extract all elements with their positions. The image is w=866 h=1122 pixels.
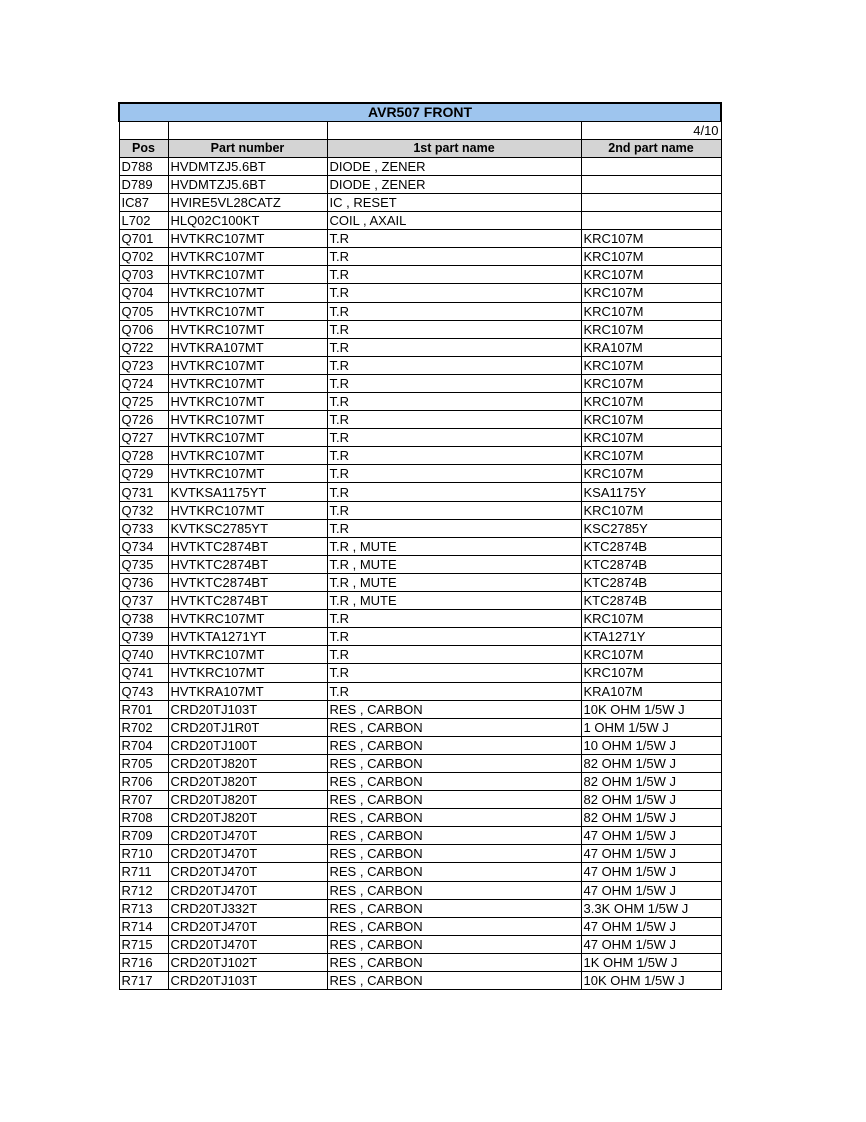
cell-1st-part-name: RES , CARBON: [327, 772, 581, 790]
cell-1st-part-name: RES , CARBON: [327, 935, 581, 953]
cell-part-number: HVTKTA1271YT: [168, 628, 327, 646]
cell-2nd-part-name: KRA107M: [581, 338, 721, 356]
cell-1st-part-name: RES , CARBON: [327, 700, 581, 718]
cell-part-number: HVTKRC107MT: [168, 266, 327, 284]
document-title: AVR507 FRONT: [119, 103, 721, 121]
cell-2nd-part-name: KRC107M: [581, 320, 721, 338]
cell-pos: Q732: [119, 501, 168, 519]
table-row: [119, 175, 721, 193]
table-row: [119, 700, 721, 718]
cell-2nd-part-name: KRC107M: [581, 646, 721, 664]
cell-part-number: HVTKRA107MT: [168, 338, 327, 356]
cell-2nd-part-name: KTC2874B: [581, 592, 721, 610]
cell-pos: Q736: [119, 573, 168, 591]
cell-pos: L702: [119, 212, 168, 230]
cell-part-number: HVTKTC2874BT: [168, 555, 327, 573]
column-header-part-number: Part number: [168, 139, 327, 157]
cell-pos: Q725: [119, 393, 168, 411]
cell-pos: R708: [119, 809, 168, 827]
cell-1st-part-name: RES , CARBON: [327, 899, 581, 917]
cell-2nd-part-name: KRC107M: [581, 393, 721, 411]
cell-pos: R710: [119, 845, 168, 863]
cell-pos: Q738: [119, 610, 168, 628]
column-header-pos: Pos: [119, 139, 168, 157]
column-header-row: [119, 139, 721, 157]
table-row: [119, 356, 721, 374]
cell-1st-part-name: T.R , MUTE: [327, 537, 581, 555]
cell-1st-part-name: T.R: [327, 338, 581, 356]
cell-2nd-part-name: KTC2874B: [581, 573, 721, 591]
table-row: [119, 429, 721, 447]
cell-part-number: HVTKRA107MT: [168, 682, 327, 700]
cell-1st-part-name: RES , CARBON: [327, 809, 581, 827]
cell-2nd-part-name: 47 OHM 1/5W J: [581, 935, 721, 953]
cell-2nd-part-name: KRC107M: [581, 465, 721, 483]
cell-pos: R701: [119, 700, 168, 718]
cell-1st-part-name: T.R: [327, 501, 581, 519]
cell-part-number: CRD20TJ100T: [168, 736, 327, 754]
cell-part-number: CRD20TJ103T: [168, 700, 327, 718]
cell-2nd-part-name: KRC107M: [581, 356, 721, 374]
cell-1st-part-name: RES , CARBON: [327, 953, 581, 971]
cell-1st-part-name: T.R: [327, 356, 581, 374]
cell-1st-part-name: T.R , MUTE: [327, 573, 581, 591]
cell-1st-part-name: T.R: [327, 374, 581, 392]
cell-2nd-part-name: KRC107M: [581, 248, 721, 266]
cell-pos: Q741: [119, 664, 168, 682]
cell-2nd-part-name: KRC107M: [581, 447, 721, 465]
blank-cell: [327, 121, 581, 139]
table-row: [119, 230, 721, 248]
cell-part-number: KVTKSA1175YT: [168, 483, 327, 501]
cell-pos: R704: [119, 736, 168, 754]
cell-1st-part-name: T.R: [327, 682, 581, 700]
cell-2nd-part-name: 47 OHM 1/5W J: [581, 845, 721, 863]
cell-1st-part-name: T.R: [327, 230, 581, 248]
cell-2nd-part-name: 3.3K OHM 1/5W J: [581, 899, 721, 917]
cell-pos: Q728: [119, 447, 168, 465]
title-row: [119, 103, 721, 121]
cell-1st-part-name: DIODE , ZENER: [327, 175, 581, 193]
cell-2nd-part-name: 1 OHM 1/5W J: [581, 718, 721, 736]
cell-2nd-part-name: KTA1271Y: [581, 628, 721, 646]
table-row: [119, 393, 721, 411]
cell-1st-part-name: T.R: [327, 483, 581, 501]
cell-1st-part-name: RES , CARBON: [327, 754, 581, 772]
cell-part-number: CRD20TJ820T: [168, 772, 327, 790]
cell-part-number: HVTKRC107MT: [168, 465, 327, 483]
cell-1st-part-name: T.R: [327, 465, 581, 483]
cell-2nd-part-name: KSA1175Y: [581, 483, 721, 501]
table-row: [119, 610, 721, 628]
cell-1st-part-name: RES , CARBON: [327, 845, 581, 863]
cell-2nd-part-name: KRC107M: [581, 610, 721, 628]
cell-2nd-part-name: 47 OHM 1/5W J: [581, 827, 721, 845]
table-row: [119, 537, 721, 555]
table-row: [119, 917, 721, 935]
table-row: [119, 953, 721, 971]
cell-part-number: CRD20TJ820T: [168, 791, 327, 809]
cell-2nd-part-name: 82 OHM 1/5W J: [581, 791, 721, 809]
table-row: [119, 827, 721, 845]
cell-part-number: CRD20TJ470T: [168, 917, 327, 935]
cell-pos: Q743: [119, 682, 168, 700]
cell-1st-part-name: T.R , MUTE: [327, 555, 581, 573]
page-number: 4/10: [581, 121, 721, 139]
cell-2nd-part-name: 47 OHM 1/5W J: [581, 881, 721, 899]
cell-pos: Q722: [119, 338, 168, 356]
cell-1st-part-name: IC , RESET: [327, 193, 581, 211]
table-row: [119, 248, 721, 266]
cell-2nd-part-name: KRC107M: [581, 374, 721, 392]
table-row: [119, 899, 721, 917]
cell-part-number: HVTKRC107MT: [168, 284, 327, 302]
cell-pos: Q703: [119, 266, 168, 284]
cell-pos: Q731: [119, 483, 168, 501]
cell-2nd-part-name: 1K OHM 1/5W J: [581, 953, 721, 971]
cell-pos: Q734: [119, 537, 168, 555]
cell-part-number: CRD20TJ470T: [168, 935, 327, 953]
cell-1st-part-name: RES , CARBON: [327, 917, 581, 935]
table-row: [119, 573, 721, 591]
cell-pos: D789: [119, 175, 168, 193]
table-row: [119, 809, 721, 827]
column-header-2nd-part-name: 2nd part name: [581, 139, 721, 157]
cell-pos: Q702: [119, 248, 168, 266]
cell-pos: Q705: [119, 302, 168, 320]
cell-2nd-part-name: [581, 175, 721, 193]
cell-part-number: CRD20TJ103T: [168, 972, 327, 990]
cell-part-number: HVTKRC107MT: [168, 501, 327, 519]
cell-1st-part-name: T.R , MUTE: [327, 592, 581, 610]
cell-1st-part-name: RES , CARBON: [327, 718, 581, 736]
cell-1st-part-name: T.R: [327, 411, 581, 429]
cell-pos: Q726: [119, 411, 168, 429]
table-row: [119, 791, 721, 809]
cell-part-number: HVTKRC107MT: [168, 230, 327, 248]
table-row: [119, 555, 721, 573]
cell-part-number: HVTKRC107MT: [168, 356, 327, 374]
cell-2nd-part-name: KRC107M: [581, 429, 721, 447]
column-header-1st-part-name: 1st part name: [327, 139, 581, 157]
cell-part-number: HVTKRC107MT: [168, 302, 327, 320]
table-row: [119, 284, 721, 302]
cell-2nd-part-name: KRC107M: [581, 266, 721, 284]
table-row: [119, 501, 721, 519]
cell-1st-part-name: T.R: [327, 248, 581, 266]
cell-part-number: CRD20TJ470T: [168, 845, 327, 863]
cell-part-number: CRD20TJ1R0T: [168, 718, 327, 736]
cell-2nd-part-name: 10K OHM 1/5W J: [581, 972, 721, 990]
cell-part-number: CRD20TJ470T: [168, 881, 327, 899]
cell-2nd-part-name: KRA107M: [581, 682, 721, 700]
cell-2nd-part-name: [581, 212, 721, 230]
table-row: [119, 682, 721, 700]
cell-part-number: HVDMTZJ5.6BT: [168, 157, 327, 175]
table-row: [119, 157, 721, 175]
cell-2nd-part-name: 82 OHM 1/5W J: [581, 754, 721, 772]
cell-1st-part-name: T.R: [327, 646, 581, 664]
cell-part-number: HVTKRC107MT: [168, 646, 327, 664]
cell-pos: R716: [119, 953, 168, 971]
blank-cell: [119, 121, 168, 139]
table-row: [119, 754, 721, 772]
table-row: [119, 193, 721, 211]
table-row: [119, 465, 721, 483]
cell-pos: R702: [119, 718, 168, 736]
cell-2nd-part-name: KRC107M: [581, 284, 721, 302]
cell-pos: Q733: [119, 519, 168, 537]
table-row: [119, 519, 721, 537]
cell-pos: Q704: [119, 284, 168, 302]
cell-1st-part-name: T.R: [327, 284, 581, 302]
cell-1st-part-name: COIL , AXAIL: [327, 212, 581, 230]
cell-part-number: HVTKRC107MT: [168, 374, 327, 392]
cell-1st-part-name: T.R: [327, 429, 581, 447]
cell-part-number: HVTKTC2874BT: [168, 537, 327, 555]
cell-1st-part-name: RES , CARBON: [327, 791, 581, 809]
cell-part-number: CRD20TJ470T: [168, 863, 327, 881]
cell-2nd-part-name: KSC2785Y: [581, 519, 721, 537]
cell-1st-part-name: T.R: [327, 302, 581, 320]
cell-2nd-part-name: 47 OHM 1/5W J: [581, 863, 721, 881]
cell-part-number: HVTKRC107MT: [168, 248, 327, 266]
cell-pos: Q737: [119, 592, 168, 610]
cell-part-number: HVTKTC2874BT: [168, 592, 327, 610]
cell-part-number: HVTKTC2874BT: [168, 573, 327, 591]
cell-pos: R705: [119, 754, 168, 772]
cell-part-number: HVDMTZJ5.6BT: [168, 175, 327, 193]
cell-pos: R717: [119, 972, 168, 990]
cell-1st-part-name: T.R: [327, 447, 581, 465]
cell-pos: Q724: [119, 374, 168, 392]
table-row: [119, 266, 721, 284]
cell-1st-part-name: T.R: [327, 610, 581, 628]
cell-part-number: CRD20TJ102T: [168, 953, 327, 971]
cell-part-number: HVTKRC107MT: [168, 393, 327, 411]
table-row: [119, 935, 721, 953]
cell-pos: Q729: [119, 465, 168, 483]
table-row: [119, 972, 721, 990]
cell-2nd-part-name: 10K OHM 1/5W J: [581, 700, 721, 718]
cell-part-number: KVTKSC2785YT: [168, 519, 327, 537]
cell-part-number: CRD20TJ820T: [168, 809, 327, 827]
table-row: [119, 447, 721, 465]
cell-part-number: HVTKRC107MT: [168, 429, 327, 447]
table-row: [119, 483, 721, 501]
cell-1st-part-name: T.R: [327, 393, 581, 411]
parts-table-body: [119, 157, 721, 989]
cell-2nd-part-name: KRC107M: [581, 411, 721, 429]
cell-1st-part-name: T.R: [327, 266, 581, 284]
cell-part-number: HVTKRC107MT: [168, 447, 327, 465]
cell-pos: IC87: [119, 193, 168, 211]
cell-pos: Q735: [119, 555, 168, 573]
table-row: [119, 772, 721, 790]
table-row: [119, 646, 721, 664]
cell-pos: D788: [119, 157, 168, 175]
cell-1st-part-name: T.R: [327, 628, 581, 646]
cell-2nd-part-name: [581, 193, 721, 211]
cell-2nd-part-name: KRC107M: [581, 230, 721, 248]
table-row: [119, 628, 721, 646]
cell-part-number: HVTKRC107MT: [168, 664, 327, 682]
table-row: [119, 736, 721, 754]
cell-part-number: CRD20TJ820T: [168, 754, 327, 772]
cell-1st-part-name: RES , CARBON: [327, 881, 581, 899]
cell-1st-part-name: DIODE , ZENER: [327, 157, 581, 175]
cell-pos: Q706: [119, 320, 168, 338]
cell-part-number: HVTKRC107MT: [168, 411, 327, 429]
table-row: [119, 863, 721, 881]
cell-1st-part-name: RES , CARBON: [327, 863, 581, 881]
cell-2nd-part-name: KRC107M: [581, 501, 721, 519]
cell-pos: R709: [119, 827, 168, 845]
table-row: [119, 374, 721, 392]
cell-part-number: CRD20TJ470T: [168, 827, 327, 845]
cell-pos: R713: [119, 899, 168, 917]
cell-pos: Q740: [119, 646, 168, 664]
cell-2nd-part-name: 10 OHM 1/5W J: [581, 736, 721, 754]
cell-pos: R714: [119, 917, 168, 935]
cell-pos: R712: [119, 881, 168, 899]
table-row: [119, 664, 721, 682]
cell-1st-part-name: RES , CARBON: [327, 972, 581, 990]
cell-2nd-part-name: 82 OHM 1/5W J: [581, 809, 721, 827]
cell-2nd-part-name: 47 OHM 1/5W J: [581, 917, 721, 935]
table-row: [119, 592, 721, 610]
cell-part-number: HVIRE5VL28CATZ: [168, 193, 327, 211]
cell-1st-part-name: RES , CARBON: [327, 736, 581, 754]
table-row: [119, 212, 721, 230]
cell-part-number: CRD20TJ332T: [168, 899, 327, 917]
cell-pos: Q701: [119, 230, 168, 248]
cell-pos: Q739: [119, 628, 168, 646]
parts-list-table: [118, 102, 722, 990]
cell-2nd-part-name: KRC107M: [581, 302, 721, 320]
cell-2nd-part-name: [581, 157, 721, 175]
cell-1st-part-name: T.R: [327, 320, 581, 338]
table-row: [119, 320, 721, 338]
cell-1st-part-name: T.R: [327, 519, 581, 537]
cell-2nd-part-name: KTC2874B: [581, 555, 721, 573]
cell-pos: Q723: [119, 356, 168, 374]
cell-pos: R715: [119, 935, 168, 953]
table-row: [119, 881, 721, 899]
cell-1st-part-name: T.R: [327, 664, 581, 682]
cell-part-number: HVTKRC107MT: [168, 610, 327, 628]
cell-part-number: HLQ02C100KT: [168, 212, 327, 230]
table-row: [119, 411, 721, 429]
page-number-row: [119, 121, 721, 139]
cell-1st-part-name: RES , CARBON: [327, 827, 581, 845]
cell-pos: R711: [119, 863, 168, 881]
table-row: [119, 845, 721, 863]
table-row: [119, 302, 721, 320]
cell-pos: Q727: [119, 429, 168, 447]
table-row: [119, 338, 721, 356]
cell-part-number: HVTKRC107MT: [168, 320, 327, 338]
blank-cell: [168, 121, 327, 139]
cell-pos: R707: [119, 791, 168, 809]
cell-2nd-part-name: KTC2874B: [581, 537, 721, 555]
table-row: [119, 718, 721, 736]
cell-pos: R706: [119, 772, 168, 790]
cell-2nd-part-name: KRC107M: [581, 664, 721, 682]
cell-2nd-part-name: 82 OHM 1/5W J: [581, 772, 721, 790]
